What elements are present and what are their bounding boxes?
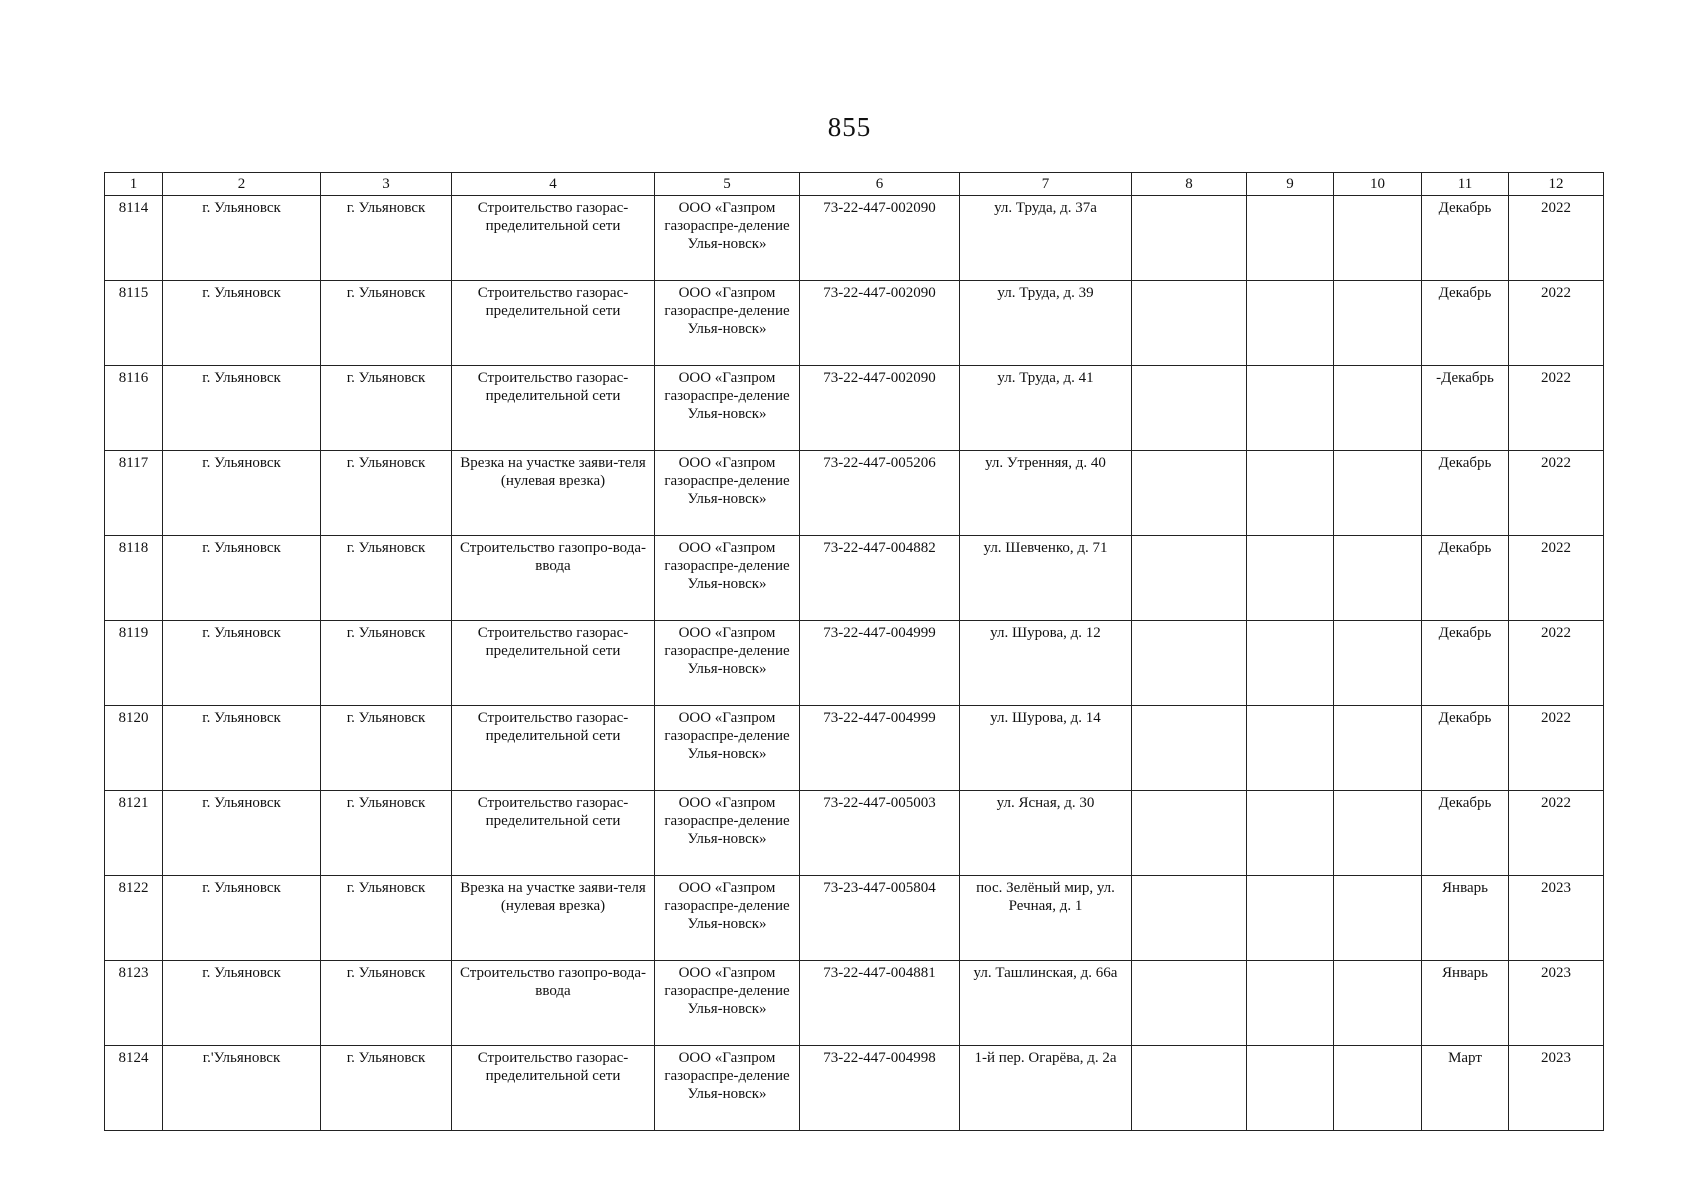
cell-work-type: Строительство газорас-пределительной сети bbox=[452, 621, 655, 706]
cell-col-8 bbox=[1132, 366, 1247, 451]
table-row bbox=[105, 366, 1604, 451]
table-row bbox=[105, 196, 1604, 281]
cell-work-type: Строительство газорас-пределительной сети bbox=[452, 196, 655, 281]
cell-year: 2022 bbox=[1509, 366, 1604, 451]
column-header-12: 12 bbox=[1509, 173, 1604, 196]
cell-col-9 bbox=[1247, 706, 1334, 791]
cell-month: Январь bbox=[1422, 961, 1509, 1046]
cell-municipality: г. Ульяновск bbox=[163, 706, 321, 791]
cell-col-8 bbox=[1132, 706, 1247, 791]
column-header-10: 10 bbox=[1334, 173, 1422, 196]
cell-organization: ООО «Газпром газораспре-деление Улья-новск» bbox=[655, 536, 800, 621]
cell-work-type: Строительство газорас-пределительной сети bbox=[452, 366, 655, 451]
cell-organization: ООО «Газпром газораспре-деление Улья-новск» bbox=[655, 961, 800, 1046]
cell-year: 2022 bbox=[1509, 281, 1604, 366]
cell-municipality: г. Ульяновск bbox=[163, 366, 321, 451]
cell-address: ул. Труда, д. 37а bbox=[960, 196, 1132, 281]
cell-address: ул. Утренняя, д. 40 bbox=[960, 451, 1132, 536]
cell-application-number: 73-22-447-005003 bbox=[800, 791, 960, 876]
cell-organization: ООО «Газпром газораспре-деление Улья-новск» bbox=[655, 876, 800, 961]
column-header-8: 8 bbox=[1132, 173, 1247, 196]
cell-municipality: г. Ульяновск bbox=[163, 281, 321, 366]
table-row bbox=[105, 706, 1604, 791]
cell-col-8 bbox=[1132, 536, 1247, 621]
cell-col-8 bbox=[1132, 621, 1247, 706]
cell-application-number: 73-22-447-004882 bbox=[800, 536, 960, 621]
column-header-3: 3 bbox=[321, 173, 452, 196]
cell-row-number: 8120 bbox=[105, 706, 163, 791]
cell-row-number: 8114 bbox=[105, 196, 163, 281]
cell-year: 2023 bbox=[1509, 876, 1604, 961]
cell-col-8 bbox=[1132, 451, 1247, 536]
column-header-2: 2 bbox=[163, 173, 321, 196]
cell-locality: г. Ульяновск bbox=[321, 791, 452, 876]
cell-locality: г. Ульяновск bbox=[321, 1046, 452, 1131]
cell-col-10 bbox=[1334, 876, 1422, 961]
cell-work-type: Строительство газорас-пределительной сети bbox=[452, 1046, 655, 1131]
table-body bbox=[105, 196, 1604, 1131]
cell-col-9 bbox=[1247, 536, 1334, 621]
cell-work-type: Строительство газорас-пределительной сети bbox=[452, 281, 655, 366]
cell-application-number: 73-22-447-004881 bbox=[800, 961, 960, 1046]
cell-work-type: Строительство газорас-пределительной сети bbox=[452, 706, 655, 791]
cell-col-9 bbox=[1247, 196, 1334, 281]
cell-month: Декабрь bbox=[1422, 451, 1509, 536]
cell-col-9 bbox=[1247, 876, 1334, 961]
cell-month: Январь bbox=[1422, 876, 1509, 961]
cell-col-9 bbox=[1247, 281, 1334, 366]
cell-year: 2023 bbox=[1509, 1046, 1604, 1131]
column-header-5: 5 bbox=[655, 173, 800, 196]
cell-col-10 bbox=[1334, 366, 1422, 451]
cell-address: 1-й пер. Огарёва, д. 2а bbox=[960, 1046, 1132, 1131]
cell-municipality: г. Ульяновск bbox=[163, 536, 321, 621]
cell-row-number: 8119 bbox=[105, 621, 163, 706]
cell-col-9 bbox=[1247, 961, 1334, 1046]
column-header-11: 11 bbox=[1422, 173, 1509, 196]
cell-col-10 bbox=[1334, 961, 1422, 1046]
cell-year: 2022 bbox=[1509, 791, 1604, 876]
cell-col-10 bbox=[1334, 451, 1422, 536]
cell-row-number: 8122 bbox=[105, 876, 163, 961]
cell-address: ул. Труда, д. 41 bbox=[960, 366, 1132, 451]
cell-row-number: 8124 bbox=[105, 1046, 163, 1131]
cell-work-type: Врезка на участке заяви-теля (нулевая врезка) bbox=[452, 451, 655, 536]
cell-organization: ООО «Газпром газораспре-деление Улья-новск» bbox=[655, 196, 800, 281]
cell-application-number: 73-22-447-002090 bbox=[800, 366, 960, 451]
cell-locality: г. Ульяновск bbox=[321, 961, 452, 1046]
cell-application-number: 73-22-447-004998 bbox=[800, 1046, 960, 1131]
cell-municipality: г. Ульяновск bbox=[163, 451, 321, 536]
cell-locality: г. Ульяновск bbox=[321, 706, 452, 791]
cell-row-number: 8117 bbox=[105, 451, 163, 536]
cell-col-9 bbox=[1247, 451, 1334, 536]
table-row bbox=[105, 536, 1604, 621]
cell-year: 2023 bbox=[1509, 961, 1604, 1046]
cell-col-9 bbox=[1247, 621, 1334, 706]
cell-col-10 bbox=[1334, 281, 1422, 366]
cell-municipality: г. Ульяновск bbox=[163, 876, 321, 961]
cell-address: ул. Шурова, д. 12 bbox=[960, 621, 1132, 706]
cell-address: пос. Зелёный мир, ул. Речная, д. 1 bbox=[960, 876, 1132, 961]
cell-col-10 bbox=[1334, 196, 1422, 281]
cell-col-8 bbox=[1132, 196, 1247, 281]
cell-col-9 bbox=[1247, 366, 1334, 451]
cell-application-number: 73-22-447-002090 bbox=[800, 196, 960, 281]
cell-application-number: 73-22-447-002090 bbox=[800, 281, 960, 366]
cell-locality: г. Ульяновск bbox=[321, 451, 452, 536]
cell-work-type: Строительство газопро-вода-ввода bbox=[452, 961, 655, 1046]
cell-col-10 bbox=[1334, 791, 1422, 876]
cell-locality: г. Ульяновск bbox=[321, 281, 452, 366]
cell-work-type: Врезка на участке заяви-теля (нулевая врезка) bbox=[452, 876, 655, 961]
cell-col-10 bbox=[1334, 536, 1422, 621]
cell-organization: ООО «Газпром газораспре-деление Улья-новск» bbox=[655, 706, 800, 791]
cell-year: 2022 bbox=[1509, 451, 1604, 536]
cell-application-number: 73-22-447-004999 bbox=[800, 621, 960, 706]
cell-col-8 bbox=[1132, 876, 1247, 961]
cell-locality: г. Ульяновск bbox=[321, 536, 452, 621]
cell-municipality: г. Ульяновск bbox=[163, 196, 321, 281]
cell-col-10 bbox=[1334, 621, 1422, 706]
cell-locality: г. Ульяновск bbox=[321, 876, 452, 961]
cell-row-number: 8123 bbox=[105, 961, 163, 1046]
cell-month: Декабрь bbox=[1422, 621, 1509, 706]
page-number: 855 bbox=[827, 112, 872, 142]
cell-organization: ООО «Газпром газораспре-деление Улья-новск» bbox=[655, 451, 800, 536]
cell-organization: ООО «Газпром газораспре-деление Улья-новск» bbox=[655, 1046, 800, 1131]
cell-municipality: г.'Ульяновск bbox=[163, 1046, 321, 1131]
cell-col-8 bbox=[1132, 791, 1247, 876]
cell-locality: г. Ульяновск bbox=[321, 196, 452, 281]
cell-organization: ООО «Газпром газораспре-деление Улья-новск» bbox=[655, 621, 800, 706]
table-row bbox=[105, 281, 1604, 366]
cell-month: -Декабрь bbox=[1422, 366, 1509, 451]
cell-municipality: г. Ульяновск bbox=[163, 961, 321, 1046]
cell-address: ул. Ташлинская, д. 66а bbox=[960, 961, 1132, 1046]
cell-col-10 bbox=[1334, 1046, 1422, 1131]
cell-row-number: 8118 bbox=[105, 536, 163, 621]
table-row bbox=[105, 1046, 1604, 1131]
cell-municipality: г. Ульяновск bbox=[163, 791, 321, 876]
cell-organization: ООО «Газпром газораспре-деление Улья-новск» bbox=[655, 281, 800, 366]
table-row bbox=[105, 621, 1604, 706]
cell-row-number: 8116 bbox=[105, 366, 163, 451]
cell-col-9 bbox=[1247, 1046, 1334, 1131]
cell-locality: г. Ульяновск bbox=[321, 366, 452, 451]
cell-month: Декабрь bbox=[1422, 196, 1509, 281]
cell-municipality: г. Ульяновск bbox=[163, 621, 321, 706]
cell-month: Декабрь bbox=[1422, 536, 1509, 621]
cell-col-8 bbox=[1132, 1046, 1247, 1131]
table-row bbox=[105, 451, 1604, 536]
cell-col-9 bbox=[1247, 791, 1334, 876]
cell-organization: ООО «Газпром газораспре-деление Улья-новск» bbox=[655, 791, 800, 876]
cell-year: 2022 bbox=[1509, 621, 1604, 706]
table-row bbox=[105, 791, 1604, 876]
cell-row-number: 8115 bbox=[105, 281, 163, 366]
column-header-1: 1 bbox=[105, 173, 163, 196]
cell-address: ул. Шурова, д. 14 bbox=[960, 706, 1132, 791]
cell-locality: г. Ульяновск bbox=[321, 621, 452, 706]
cell-application-number: 73-23-447-005804 bbox=[800, 876, 960, 961]
column-header-7: 7 bbox=[960, 173, 1132, 196]
cell-month: Март bbox=[1422, 1046, 1509, 1131]
cell-row-number: 8121 bbox=[105, 791, 163, 876]
cell-work-type: Строительство газорас-пределительной сети bbox=[452, 791, 655, 876]
column-header-9: 9 bbox=[1247, 173, 1334, 196]
table-row bbox=[105, 961, 1604, 1046]
cell-address: ул. Шевченко, д. 71 bbox=[960, 536, 1132, 621]
table-row bbox=[105, 876, 1604, 961]
cell-col-8 bbox=[1132, 281, 1247, 366]
cell-address: ул. Ясная, д. 30 bbox=[960, 791, 1132, 876]
cell-application-number: 73-22-447-004999 bbox=[800, 706, 960, 791]
cell-address: ул. Труда, д. 39 bbox=[960, 281, 1132, 366]
register-table bbox=[104, 172, 1604, 1131]
cell-organization: ООО «Газпром газораспре-деление Улья-новск» bbox=[655, 366, 800, 451]
cell-col-8 bbox=[1132, 961, 1247, 1046]
column-header-6: 6 bbox=[800, 173, 960, 196]
cell-month: Декабрь bbox=[1422, 791, 1509, 876]
cell-col-10 bbox=[1334, 706, 1422, 791]
cell-month: Декабрь bbox=[1422, 706, 1509, 791]
column-header-4: 4 bbox=[452, 173, 655, 196]
header-row bbox=[105, 173, 1604, 196]
cell-application-number: 73-22-447-005206 bbox=[800, 451, 960, 536]
cell-work-type: Строительство газопро-вода-ввода bbox=[452, 536, 655, 621]
cell-year: 2022 bbox=[1509, 536, 1604, 621]
cell-month: Декабрь bbox=[1422, 281, 1509, 366]
cell-year: 2022 bbox=[1509, 706, 1604, 791]
cell-year: 2022 bbox=[1509, 196, 1604, 281]
